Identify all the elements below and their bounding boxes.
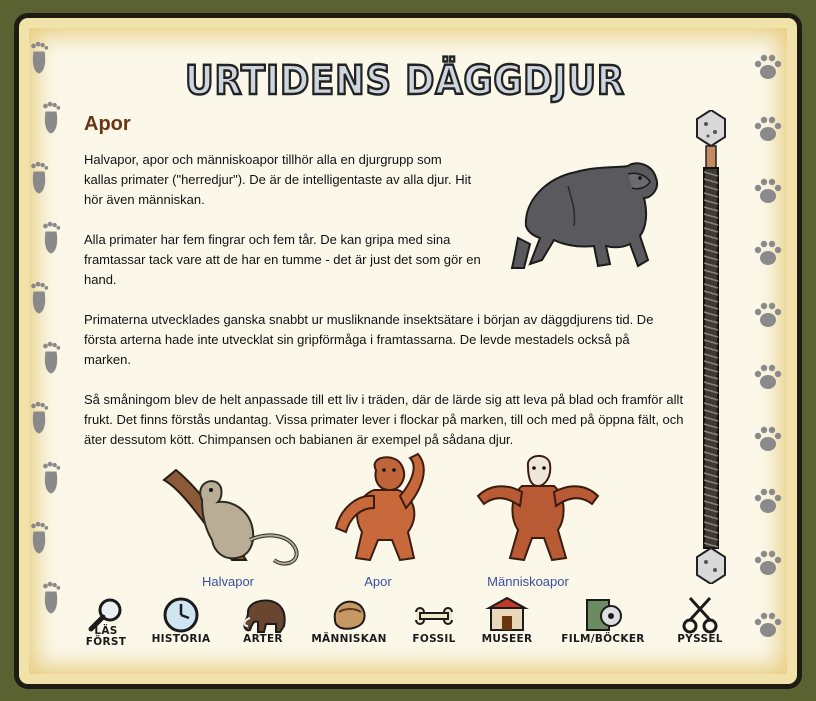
footprint-icon [40,458,62,496]
nav-museer[interactable] [474,596,540,658]
bottom-nav [78,596,738,658]
page-title-text: URTIDENS DÄGGDJUR [185,58,640,104]
halvapor-illustration[interactable] [162,460,302,572]
bone-icon [410,596,458,634]
nav-arter[interactable] [232,596,294,658]
article-paragraph: Så småningom blev de helt anpassade till ett liv i träden, där de lärde sig att leva på blad och framför allt frukt. Det finns förstås undantag. Vissa primater lever i flockar på marken, till och med på öppna fält, och äter dessutom kött. Chimpansen och babianen är exempel på sådana djur. [84,392,684,447]
pawprint-icon [752,486,784,516]
pawprint-icon [752,176,784,206]
article-paragraph: Halvapor, apor och människoapor tillhör alla en djurgrupp som kallas primater ("herredjur"). De är de intelligentaste av alla djur. Hit hör även människan. [84,152,472,207]
nav-label: MÄNNISKAN [311,633,387,645]
footprint-icon [28,38,50,76]
head-icon [329,596,369,634]
nav-historia[interactable] [146,596,216,658]
gallery-link-apor[interactable]: Apor [364,574,392,589]
footprint-icon [28,158,50,196]
pawprint-icon [752,114,784,144]
gorilla-illustration [506,156,662,272]
article-paragraph: Alla primater har fem fingrar och fem tår. De kan gripa med sina framtassar tack vare att de har en tumme - det är just det som gör en hand. [84,232,481,287]
pawprint-icon [752,548,784,578]
pawprint-icon [752,362,784,392]
nav-label: ARTER [243,633,283,645]
nav-label: LÄS FÖRST [85,625,127,648]
mammoth-icon [236,596,290,634]
clock-icon [161,596,201,634]
article-paragraph: Primaterna utvecklades ganska snabbt ur musliknande insektsätare i början av däggdjurens tid. De första arterna hade inte utvecklat sin gripförmåga i framtassarna. De levde mestadels också på marken. [84,312,654,367]
footprint-icon [40,578,62,616]
manniskoapor-illustration[interactable] [468,452,608,564]
pawprint-icon [752,424,784,454]
nav-label: FOSSIL [412,633,456,645]
nav-las-forst[interactable] [78,596,134,658]
footprint-icon [40,338,62,376]
pawprint-icon [752,238,784,268]
footprint-icon [40,218,62,256]
footprint-icon [28,398,50,436]
footprint-icon [28,278,50,316]
footprint-icon [40,98,62,136]
film-reel-icon [581,596,625,634]
stone-stick-divider [694,110,728,584]
footprint-icon [28,518,50,556]
pawprint-icon [752,300,784,330]
nav-pyssel[interactable] [668,596,732,658]
nav-manniskan[interactable] [308,596,390,658]
scissors-icon [680,596,720,634]
article-heading: Apor [84,113,131,135]
nav-label: FILM/BÖCKER [561,633,645,645]
article [84,110,684,447]
nav-label: HISTORIA [151,633,211,645]
gallery-link-manniskoapor[interactable]: Människoapor [487,574,569,589]
nav-film-bocker[interactable] [554,596,652,658]
gallery-link-halvapor[interactable]: Halvapor [201,574,255,589]
pawprint-icon [752,610,784,640]
nav-label: MUSEER [481,633,533,645]
nav-fossil[interactable] [406,596,462,658]
pawprint-icon [752,52,784,82]
nav-label: PYSSEL [677,633,723,645]
apor-illustration[interactable] [318,452,458,564]
page-title [170,52,640,104]
museum-icon [485,596,529,634]
